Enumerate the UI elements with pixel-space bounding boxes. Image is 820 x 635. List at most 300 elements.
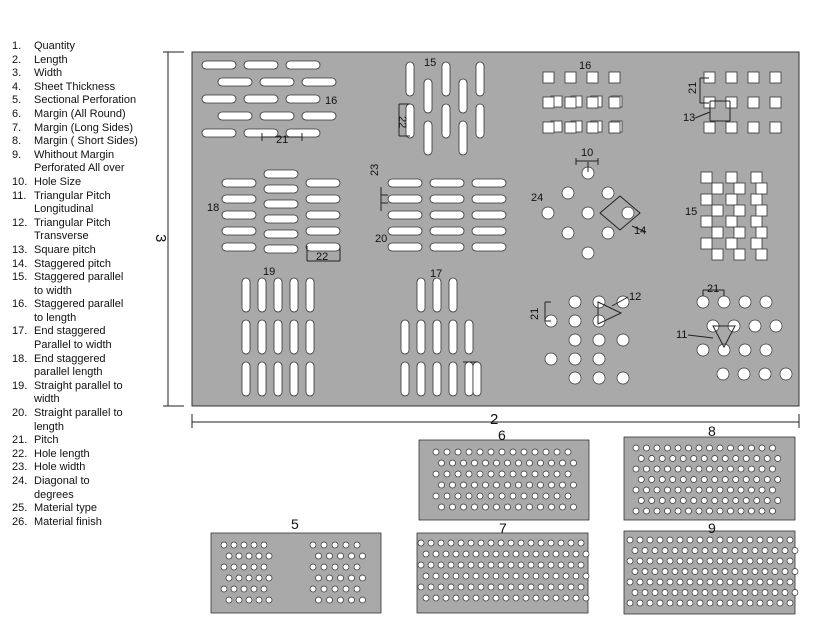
sheet-9-label: 9 [708,520,716,536]
round-hole [563,551,569,557]
round-hole [549,460,555,466]
round-hole [649,477,655,483]
round-hole [343,564,349,570]
label-18: 18 [207,202,220,214]
legend-text: Straight parallel to [34,379,123,392]
label-17: 17 [430,268,443,280]
square-hole [726,216,737,227]
legend-text: Square pitch [34,243,96,256]
slot-hole [264,245,298,253]
round-hole [332,564,338,570]
round-hole [453,573,459,579]
round-hole [578,562,584,568]
round-hole [472,482,478,488]
round-hole [593,334,605,346]
square-hole [565,97,576,108]
slot-hole [306,243,340,251]
square-hole [587,72,598,83]
slot-hole [258,278,266,312]
round-hole [770,466,776,472]
label-21-left: 21 [276,134,289,146]
round-hole [543,449,549,455]
round-hole [782,590,788,596]
round-hole [677,600,683,606]
round-hole [433,449,439,455]
round-hole [732,569,738,575]
round-hole [473,551,479,557]
round-hole [569,372,581,384]
round-hole [775,477,781,483]
round-hole [770,487,776,493]
legend-number: 21. [12,434,28,447]
slot-hole [417,278,425,312]
round-hole [780,368,792,380]
round-hole [488,584,494,590]
round-hole [494,482,500,488]
round-hole [767,579,773,585]
round-hole [717,368,729,380]
slot-hole [274,362,282,396]
round-hole [649,498,655,504]
round-hole [659,456,665,462]
round-hole [448,584,454,590]
slot-hole [459,79,467,113]
round-hole [717,466,723,472]
round-hole [759,487,765,493]
slot-hole [417,320,425,354]
round-hole [649,456,655,462]
round-hole [499,471,505,477]
round-hole [638,456,644,462]
sheet-6-label: 6 [498,427,506,443]
round-hole [553,595,559,601]
square-hole [543,122,554,133]
round-hole [672,548,678,554]
round-hole [667,558,673,564]
round-hole [518,584,524,590]
round-hole [717,487,723,493]
round-hole [241,542,247,548]
round-hole [717,508,723,514]
legend-number: 25. [12,502,28,515]
round-hole [747,558,753,564]
slot-hole [430,211,464,219]
round-hole [759,508,765,514]
round-hole [633,508,639,514]
legend-number: 16. [12,298,28,311]
round-hole [654,508,660,514]
round-hole [682,569,688,575]
round-hole [543,471,549,477]
round-hole [528,562,534,568]
round-hole [657,537,663,543]
round-hole [712,456,718,462]
round-hole [349,553,355,559]
round-hole [508,540,514,546]
slot-hole [286,129,320,137]
round-hole [549,482,555,488]
round-hole [665,508,671,514]
round-hole [737,579,743,585]
slot-hole [290,362,298,396]
round-hole [787,537,793,543]
round-hole [707,445,713,451]
slot-hole [417,362,425,396]
legend-text: Straight parallel to [34,407,123,420]
round-hole [764,456,770,462]
slot-hole [264,170,298,178]
round-hole [632,548,638,554]
round-hole [686,445,692,451]
round-hole [256,597,262,603]
square-hole [726,122,737,133]
round-hole [499,449,505,455]
round-hole [677,579,683,585]
round-hole [246,597,252,603]
round-hole [697,579,703,585]
round-hole [428,584,434,590]
round-hole [321,586,327,592]
round-hole [582,207,594,219]
round-hole [266,597,272,603]
round-hole [466,493,472,499]
label-21-right: 21 [687,81,699,94]
round-hole [448,540,454,546]
round-hole [494,504,500,510]
round-hole [707,537,713,543]
slot-hole [286,61,320,69]
round-hole [455,449,461,455]
round-hole [762,569,768,575]
round-hole [443,551,449,557]
round-hole [508,562,514,568]
round-hole [770,445,776,451]
legend-number: 2. [12,53,22,66]
slot-hole [424,79,432,113]
round-hole [728,508,734,514]
round-hole [493,573,499,579]
legend-number: 12. [12,216,28,229]
round-hole [644,466,650,472]
round-hole [696,487,702,493]
legend-number: 23. [12,461,28,474]
round-hole [652,590,658,596]
round-hole [439,482,445,488]
round-hole [738,368,750,380]
round-hole [439,460,445,466]
square-hole [726,238,737,249]
round-hole [241,564,247,570]
round-hole [637,537,643,543]
round-hole [327,553,333,559]
round-hole [583,573,589,579]
round-hole [463,551,469,557]
legend-item: Transverse [34,230,89,243]
slot-hole [472,243,506,251]
legend-text: Margin (Long Sides) [34,121,134,134]
round-hole [644,445,650,451]
slot-hole [264,200,298,208]
round-hole [433,595,439,601]
round-hole [775,498,781,504]
round-hole [543,573,549,579]
round-hole [533,573,539,579]
round-hole [558,584,564,590]
round-hole [542,207,554,219]
square-hole [751,172,762,183]
round-hole [712,477,718,483]
label-16-right: 16 [579,60,592,72]
round-hole [687,558,693,564]
round-hole [338,575,344,581]
round-hole [717,600,723,606]
slot-hole [465,320,473,354]
legend-number: 7. [12,121,22,134]
round-hole [573,573,579,579]
slot-hole [459,121,467,155]
slot-hole [290,278,298,312]
round-hole [697,537,703,543]
round-hole [226,597,232,603]
round-hole [521,471,527,477]
round-hole [743,477,749,483]
square-hole [756,183,767,194]
label-21-bottom: 21 [529,307,541,320]
round-hole [241,586,247,592]
round-hole [521,449,527,455]
round-hole [754,456,760,462]
round-hole [443,595,449,601]
slot-hole [264,185,298,193]
label-10: 10 [581,147,594,159]
round-hole [538,584,544,590]
round-hole [691,498,697,504]
legend-number: 22. [12,447,28,460]
legend-number: 20. [12,407,28,420]
slot-hole [202,129,236,137]
round-hole [732,548,738,554]
round-hole [560,504,566,510]
round-hole [737,537,743,543]
round-hole [638,477,644,483]
round-hole [707,487,713,493]
round-hole [548,584,554,590]
round-hole [782,548,788,554]
round-hole [702,569,708,575]
round-hole [749,445,755,451]
legend-text: End staggered [34,352,106,365]
legend-text: Margin (All Round) [34,107,126,120]
round-hole [461,504,467,510]
round-hole [554,471,560,477]
round-hole [632,569,638,575]
slot-hole [306,362,314,396]
round-hole [461,482,467,488]
round-hole [717,537,723,543]
round-hole [667,579,673,585]
square-hole [701,238,712,249]
round-hole [418,540,424,546]
round-hole [696,445,702,451]
round-hole [439,504,445,510]
round-hole [654,445,660,451]
round-hole [478,562,484,568]
round-hole [461,460,467,466]
slot-hole [306,211,340,219]
round-hole [749,487,755,493]
round-hole [354,542,360,548]
round-hole [554,493,560,499]
round-hole [516,482,522,488]
round-hole [772,548,778,554]
round-hole [707,558,713,564]
round-hole [553,551,559,557]
round-hole [569,334,581,346]
slot-hole [264,230,298,238]
round-hole [707,579,713,585]
round-hole [444,449,450,455]
label-15-right: 15 [685,206,698,218]
round-hole [754,477,760,483]
square-hole [726,72,737,83]
round-hole [665,466,671,472]
round-hole [747,537,753,543]
round-hole [571,482,577,488]
square-hole [701,216,712,227]
square-hole [748,122,759,133]
round-hole [662,548,668,554]
length-dimension-label: 2 [490,411,499,428]
label-12: 12 [629,291,642,303]
round-hole [652,548,658,554]
round-hole [722,548,728,554]
round-hole [767,537,773,543]
round-hole [727,537,733,543]
round-hole [568,562,574,568]
round-hole [231,542,237,548]
round-hole [236,597,242,603]
round-hole [637,600,643,606]
round-hole [627,579,633,585]
round-hole [468,584,474,590]
round-hole [418,584,424,590]
round-hole [691,477,697,483]
round-hole [687,600,693,606]
round-hole [528,540,534,546]
round-hole [226,553,232,559]
round-hole [754,498,760,504]
round-hole [477,493,483,499]
round-hole [722,498,728,504]
round-hole [310,542,316,548]
round-hole [450,482,456,488]
round-hole [743,498,749,504]
sheet-8-label: 8 [708,423,716,439]
round-hole [523,595,529,601]
round-hole [617,334,629,346]
slot-hole [430,243,464,251]
round-hole [777,537,783,543]
round-hole [696,466,702,472]
round-hole [707,508,713,514]
round-hole [261,542,267,548]
round-hole [670,498,676,504]
legend-text: End staggered [34,325,106,338]
round-hole [558,562,564,568]
round-hole [478,584,484,590]
square-hole [726,194,737,205]
round-hole [527,504,533,510]
round-hole [569,315,581,327]
label-20: 20 [375,233,388,245]
round-hole [712,569,718,575]
round-hole [472,460,478,466]
round-hole [516,504,522,510]
round-hole [483,504,489,510]
round-hole [742,569,748,575]
round-hole [505,482,511,488]
slot-hole [260,112,294,120]
slot-hole [242,278,250,312]
round-hole [513,551,519,557]
round-hole [637,558,643,564]
round-hole [732,590,738,596]
round-hole [760,344,772,356]
sheet-5-label: 5 [291,516,299,532]
round-hole [675,466,681,472]
round-hole [701,456,707,462]
round-hole [221,542,227,548]
slot-hole [388,211,422,219]
round-hole [682,548,688,554]
round-hole [338,597,344,603]
round-hole [477,471,483,477]
round-hole [483,482,489,488]
square-hole [704,122,715,133]
round-hole [749,466,755,472]
round-hole [718,296,730,308]
square-hole [587,97,598,108]
slot-hole [290,320,298,354]
square-hole [734,205,745,216]
legend-number: 6. [12,107,22,120]
label-24: 24 [531,192,544,204]
round-hole [518,540,524,546]
round-hole [349,575,355,581]
label-14: 14 [634,225,647,237]
slot-hole [222,195,256,203]
slot-hole [302,112,336,120]
round-hole [742,590,748,596]
round-hole [332,542,338,548]
round-hole [505,460,511,466]
round-hole [563,573,569,579]
slot-hole [306,320,314,354]
round-hole [677,537,683,543]
round-hole [657,600,663,606]
round-hole [627,600,633,606]
round-hole [633,445,639,451]
round-hole [453,551,459,557]
slot-hole [472,179,506,187]
round-hole [538,482,544,488]
round-hole [701,498,707,504]
round-hole [697,344,709,356]
slot-hole [433,320,441,354]
round-hole [453,595,459,601]
legend-text: Sectional Perforation [34,94,137,107]
slot-hole [388,227,422,235]
